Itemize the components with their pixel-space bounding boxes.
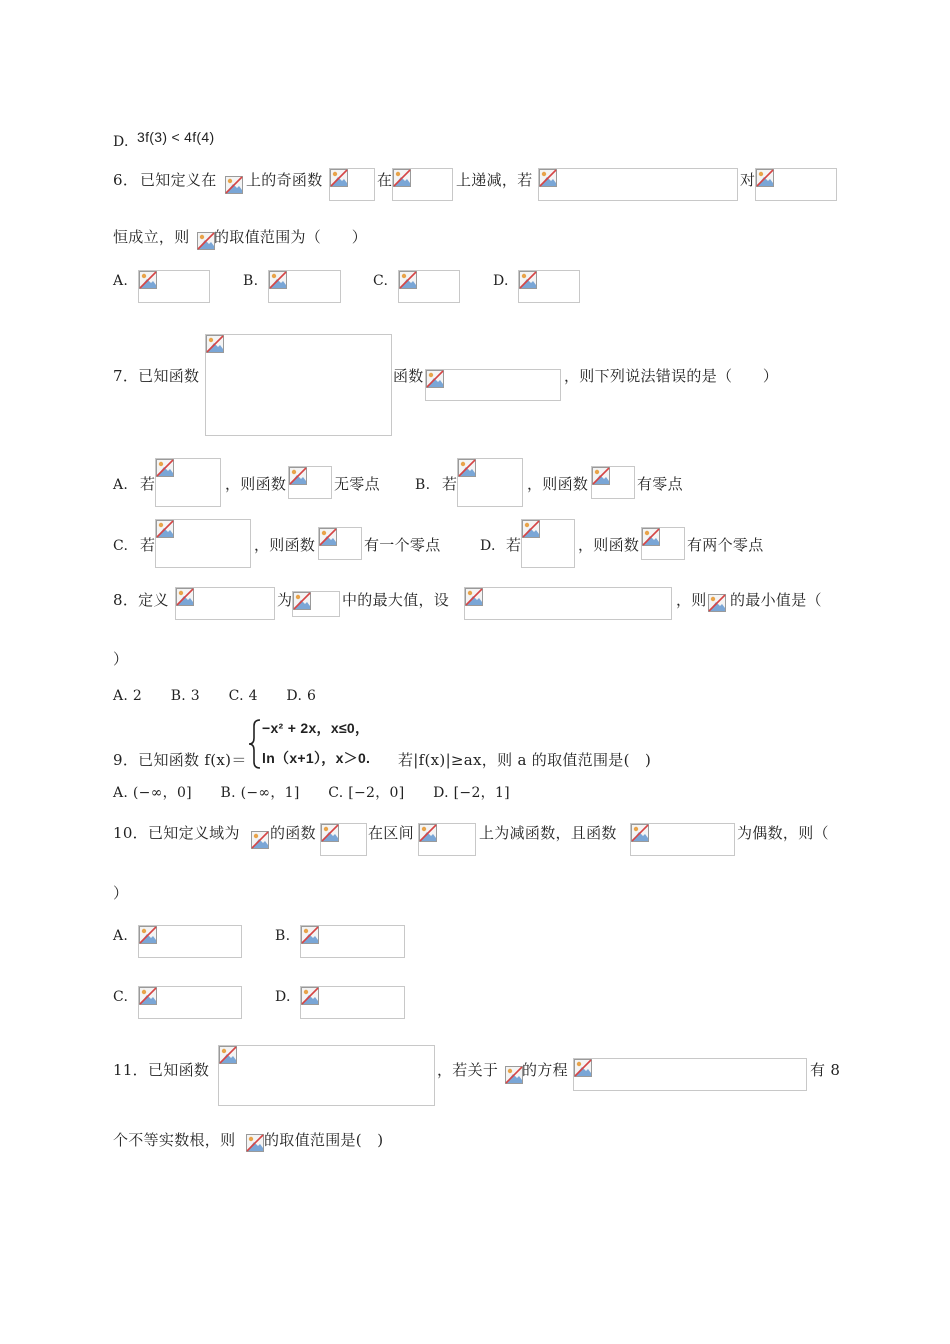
q7-option-a-then: ，则函数 — [225, 475, 287, 493]
q8-options: A. 2 B. 3 C. 4 D. 6 — [113, 688, 317, 704]
q7-piecewise-image — [205, 334, 392, 436]
q10-option-d-image — [300, 986, 405, 1019]
q6-text-1: 已知定义在 — [140, 171, 217, 189]
q10-line2: ） — [113, 884, 129, 902]
q6-option-a-label: A. — [113, 273, 129, 289]
q7-option-a-if: 若 — [140, 475, 156, 493]
formula-image — [425, 369, 561, 401]
broken-image-icon — [206, 335, 224, 353]
broken-image-icon — [574, 1059, 592, 1077]
q6-line2-text-1: 恒成立，则 — [113, 228, 190, 246]
broken-image-icon — [176, 588, 194, 606]
broken-image-icon — [505, 1066, 521, 1082]
q7-option-c-label: C. — [113, 538, 129, 554]
q5-option-d-label: D. — [113, 134, 129, 150]
q11-stem-1: 11．已知函数 — [113, 1061, 210, 1079]
q7-option-b-then: ，则函数 — [527, 475, 589, 493]
broken-image-icon — [156, 459, 174, 477]
q7-option-b-tail: 有零点 — [637, 475, 683, 493]
formula-image — [418, 823, 476, 856]
formula-image — [392, 168, 453, 201]
q10-stem-3: 在区间 — [368, 824, 414, 842]
q9-piecewise-brace — [248, 719, 262, 769]
q7-option-c-if: 若 — [140, 536, 156, 554]
q7-stem-1: 7．已知函数 — [113, 367, 200, 385]
q6-option-b-label: B. — [243, 273, 259, 289]
broken-image-icon — [426, 370, 444, 388]
q6-option-d-label: D. — [493, 273, 509, 289]
broken-image-icon — [319, 528, 337, 546]
formula-image — [641, 527, 685, 560]
broken-image-icon — [156, 520, 174, 538]
q7-option-b-condition-image — [457, 458, 523, 507]
q8-stem-1: 8．定义 — [113, 591, 169, 609]
q6-text-2: 上的奇函数 — [246, 171, 323, 189]
q10-stem-1: 10．已知定义域为 — [113, 824, 240, 842]
q11-function-image — [218, 1045, 435, 1106]
formula-image — [292, 591, 340, 617]
q7-option-d-then: ，则函数 — [578, 536, 640, 554]
q6-option-b-image — [268, 270, 341, 303]
q8-line2: ） — [113, 650, 129, 668]
broken-image-icon — [631, 824, 649, 842]
broken-image-icon — [522, 520, 540, 538]
q11-stem-4: 有 8 — [810, 1061, 841, 1079]
q10-option-a-image — [138, 925, 242, 958]
q5-option-d-text: 3f(3) < 4f(4) — [137, 129, 215, 145]
formula-image — [755, 168, 837, 201]
formula-image — [320, 823, 367, 856]
broken-image-icon — [419, 824, 437, 842]
broken-image-icon — [301, 987, 319, 1005]
q6-number: 6． — [113, 171, 139, 189]
broken-image-icon — [458, 459, 476, 477]
broken-image-icon — [399, 271, 417, 289]
broken-image-icon — [642, 528, 660, 546]
broken-image-icon — [139, 987, 157, 1005]
formula-image — [175, 587, 275, 620]
formula-image — [329, 168, 375, 201]
broken-image-icon — [197, 232, 213, 248]
broken-image-icon — [289, 467, 307, 485]
q6-line2-text-2: 的取值范围为（ ） — [214, 228, 368, 246]
q9-stem-2: 若|f(x)|≥ax，则 a 的取值范围是( ) — [398, 751, 652, 769]
q11-line2-text-2: 的取值范围是( ) — [264, 1131, 384, 1149]
broken-image-icon — [269, 271, 287, 289]
q8-stem-3: 中的最大值，设 — [342, 591, 450, 609]
q10-option-c-label: C. — [113, 989, 129, 1005]
q9-options: A. (−∞，0] B. (−∞，1] C. [−2，0] D. [−2，1] — [113, 785, 510, 801]
q10-option-d-label: D. — [275, 989, 291, 1005]
q10-stem-4: 上为减函数，且函数 — [479, 824, 617, 842]
q8-stem-2: 为 — [277, 591, 293, 609]
q9-stem-1: 9．已知函数 f(x)＝ — [113, 751, 247, 769]
q7-option-a-condition-image — [155, 458, 221, 507]
q7-option-b-label: B. — [415, 477, 431, 493]
broken-image-icon — [139, 271, 157, 289]
q11-stem-2: ，若关于 — [437, 1061, 499, 1079]
broken-image-icon — [708, 594, 724, 610]
q9-piece-2: ln（x+1），x＞0. — [262, 750, 371, 766]
broken-image-icon — [225, 176, 241, 192]
formula-image — [318, 527, 362, 560]
q10-stem-2: 的函数 — [270, 824, 316, 842]
q10-option-b-label: B. — [275, 928, 291, 944]
broken-image-icon — [519, 271, 537, 289]
q6-option-c-image — [398, 270, 460, 303]
q9-piece-1: −x² + 2x，x≤0， — [262, 720, 370, 736]
q7-stem-3: ，则下列说法错误的是（ ） — [564, 367, 779, 385]
broken-image-icon — [330, 169, 348, 187]
broken-image-icon — [321, 824, 339, 842]
q6-text-3: 在 — [377, 171, 393, 189]
q6-text-4: 上递减，若 — [456, 171, 533, 189]
q6-text-5: 对 — [740, 171, 756, 189]
formula-image — [538, 168, 738, 201]
broken-image-icon — [539, 169, 557, 187]
broken-image-icon — [219, 1046, 237, 1064]
q6-option-c-label: C. — [373, 273, 389, 289]
q7-option-a-label: A. — [113, 477, 129, 493]
broken-image-icon — [592, 467, 610, 485]
q7-option-b-if: 若 — [442, 475, 458, 493]
q7-option-d-if: 若 — [506, 536, 522, 554]
q7-option-c-condition-image — [155, 519, 251, 568]
broken-image-icon — [465, 588, 483, 606]
q6-option-a-image — [138, 270, 210, 303]
formula-image — [591, 466, 635, 499]
broken-image-icon — [246, 1134, 262, 1150]
q10-stem-5: 为偶数，则（ — [737, 824, 829, 842]
q10-option-b-image — [300, 925, 405, 958]
formula-image — [464, 587, 672, 620]
formula-image — [288, 466, 332, 499]
q10-option-a-label: A. — [113, 928, 129, 944]
broken-image-icon — [251, 831, 267, 847]
formula-image — [630, 823, 735, 856]
q7-option-a-tail: 无零点 — [334, 475, 380, 493]
q7-option-d-label: D. — [480, 538, 496, 554]
broken-image-icon — [301, 926, 319, 944]
broken-image-icon — [293, 592, 311, 610]
q11-stem-3: 的方程 — [522, 1061, 568, 1079]
q8-stem-5: 的最小值是（ — [730, 591, 822, 609]
q7-option-c-tail: 有一个零点 — [364, 536, 441, 554]
q10-option-c-image — [138, 986, 242, 1019]
formula-image — [573, 1058, 807, 1091]
q7-stem-2: 函数 — [393, 367, 424, 385]
broken-image-icon — [139, 926, 157, 944]
q8-stem-4: ，则 — [676, 591, 707, 609]
broken-image-icon — [393, 169, 411, 187]
q7-option-d-condition-image — [521, 519, 575, 568]
q7-option-d-tail: 有两个零点 — [687, 536, 764, 554]
broken-image-icon — [756, 169, 774, 187]
q11-line2-text-1: 个不等实数根，则 — [113, 1131, 236, 1149]
q7-option-c-then: ，则函数 — [254, 536, 316, 554]
q6-option-d-image — [518, 270, 580, 303]
